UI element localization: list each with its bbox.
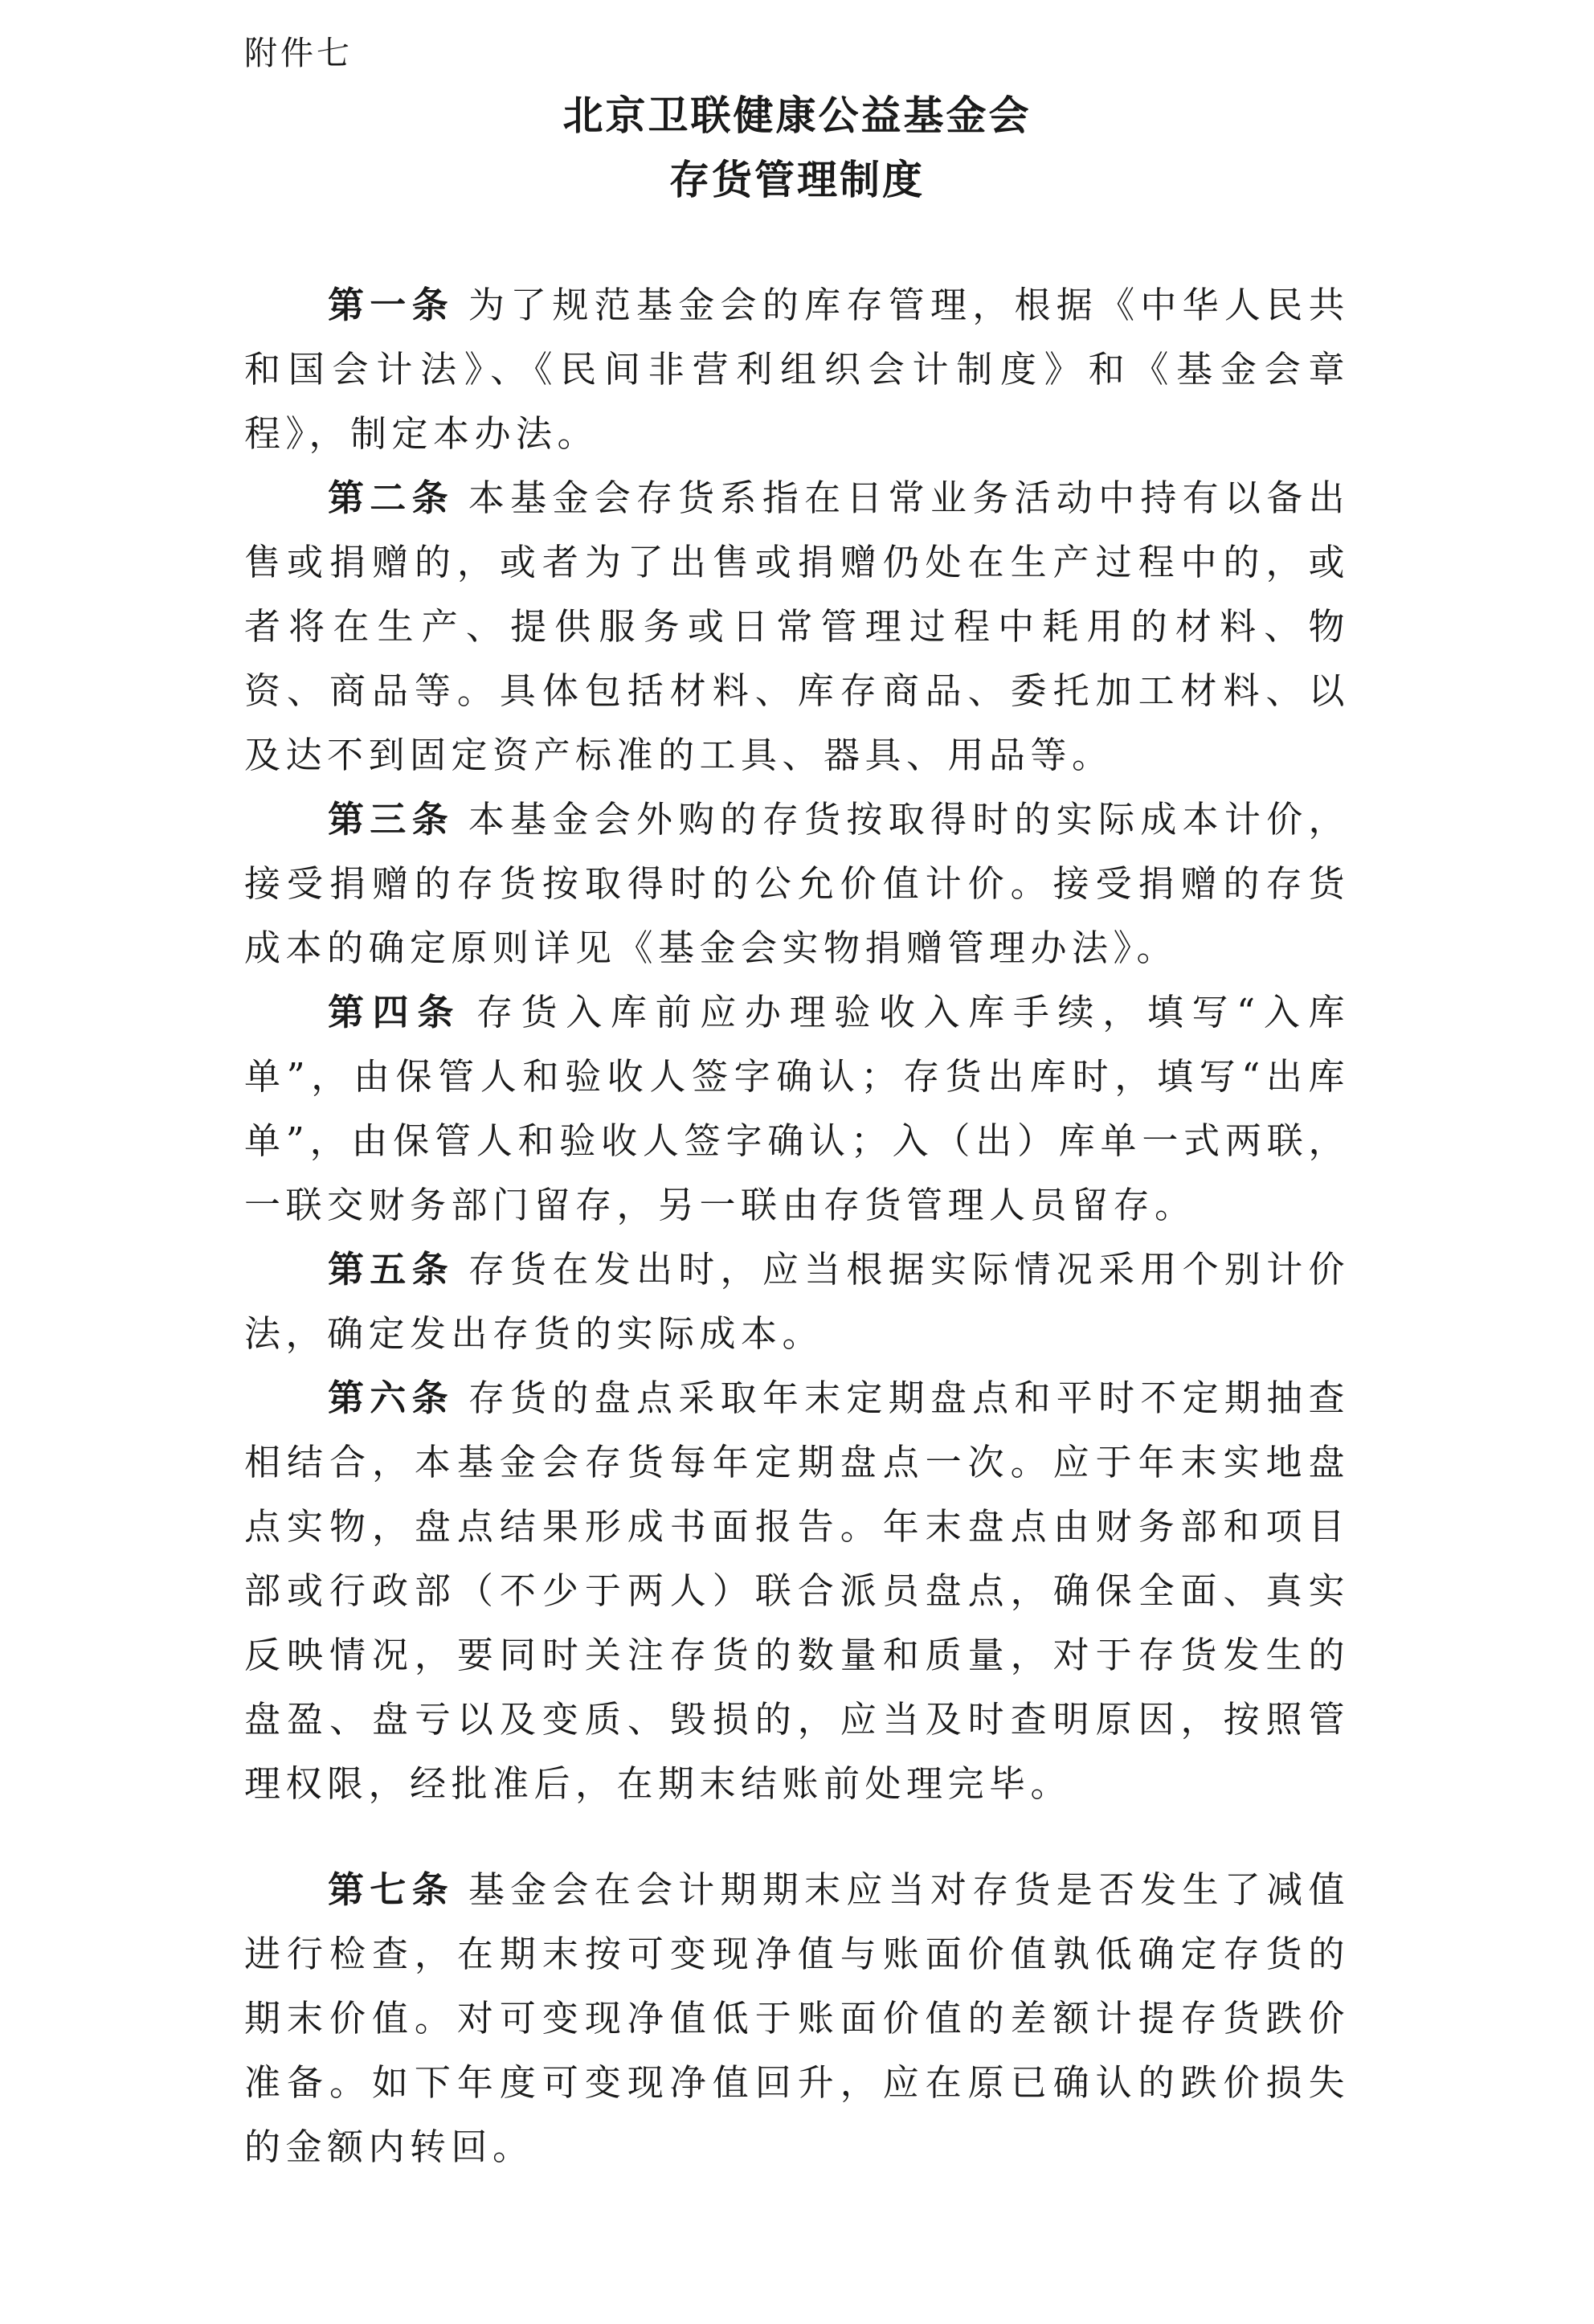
article-5 xyxy=(244,1238,1350,1366)
article-text: 本基金会存货系指在日常业务活动中持有以备出售或捐赠的，或者为了出售或捐赠仍处在生产过程中的，或者将在生产、提供服务或日常管理过程中耗用的材料、物资、商品等。具体包括材料、库存商品、委托加工材料、以及达不到固定资产标准的工具、器具、用品等。 xyxy=(244,477,1350,776)
article-text: 本基金会外购的存货按取得时的实际成本计价，接受捐赠的存货按取得时的公允价值计价。接受捐赠的存货成本的确定原则详见《基金会实物捐赠管理办法》。 xyxy=(244,798,1350,969)
document-title-line1: 北京卫联健康公益基金会 xyxy=(562,92,1032,139)
article-number: 第五条 xyxy=(328,1248,454,1291)
article-text: 基金会在会计期期末应当对存货是否发生了减值进行检查，在期末按可变现净值与账面价值孰低确定存货的期末价值。对可变现净值低于账面价值的差额计提存货跌价准备。如下年度可变现净值回升，应在原已确认的跌价损失的金额内转回。 xyxy=(244,1868,1350,2168)
article-text: 存货在发出时，应当根据实际情况采用个别计价法，确定发出存货的实际成本。 xyxy=(244,1248,1350,1355)
attachment-label: 附件七 xyxy=(244,34,353,72)
article-number: 第二条 xyxy=(328,477,454,519)
article-text: 存货的盘点采取年末定期盘点和平时不定期抽查相结合，本基金会存货每年定期盘点一次。应于年末实地盘点实物，盘点结果形成书面报告。年末盘点由财务部和项目部或行政部（不少于两人）联合派员盘点，确保全面、真实反映情况，要同时关注存货的数量和质量，对于存货发生的盘盈、盘亏以及变质、毁损的，应当及时查明原因，按照管理权限，经批准后，在期末结账前处理完毕。 xyxy=(244,1377,1350,1805)
article-text: 为了规范基金会的库存管理，根据《中华人民共和国会计法》、《民间非营利组织会计制度》和《基金会章程》，制定本办法。 xyxy=(244,284,1350,455)
article-4 xyxy=(244,980,1350,1238)
article-1 xyxy=(244,273,1350,466)
article-number: 第七条 xyxy=(328,1868,454,1911)
document-body-continued xyxy=(244,1858,1350,2179)
document-body xyxy=(244,273,1350,1816)
article-7 xyxy=(244,1858,1350,2179)
article-2 xyxy=(244,466,1350,788)
document-title-line2: 存货管理制度 xyxy=(669,156,925,203)
article-6 xyxy=(244,1366,1350,1816)
article-number: 第四条 xyxy=(328,991,462,1033)
article-text: 存货入库前应办理验收入库手续，填写“入库单”，由保管人和验收人签字确认；存货出库时，填写“出库单”，由保管人和验收人签字确认；入（出）库单一式两联，一联交财务部门留存，另一联由存货管理人员留存。 xyxy=(244,991,1350,1226)
article-number: 第六条 xyxy=(328,1377,454,1419)
article-number: 第三条 xyxy=(328,798,454,841)
article-3 xyxy=(244,788,1350,980)
article-number: 第一条 xyxy=(328,284,454,326)
